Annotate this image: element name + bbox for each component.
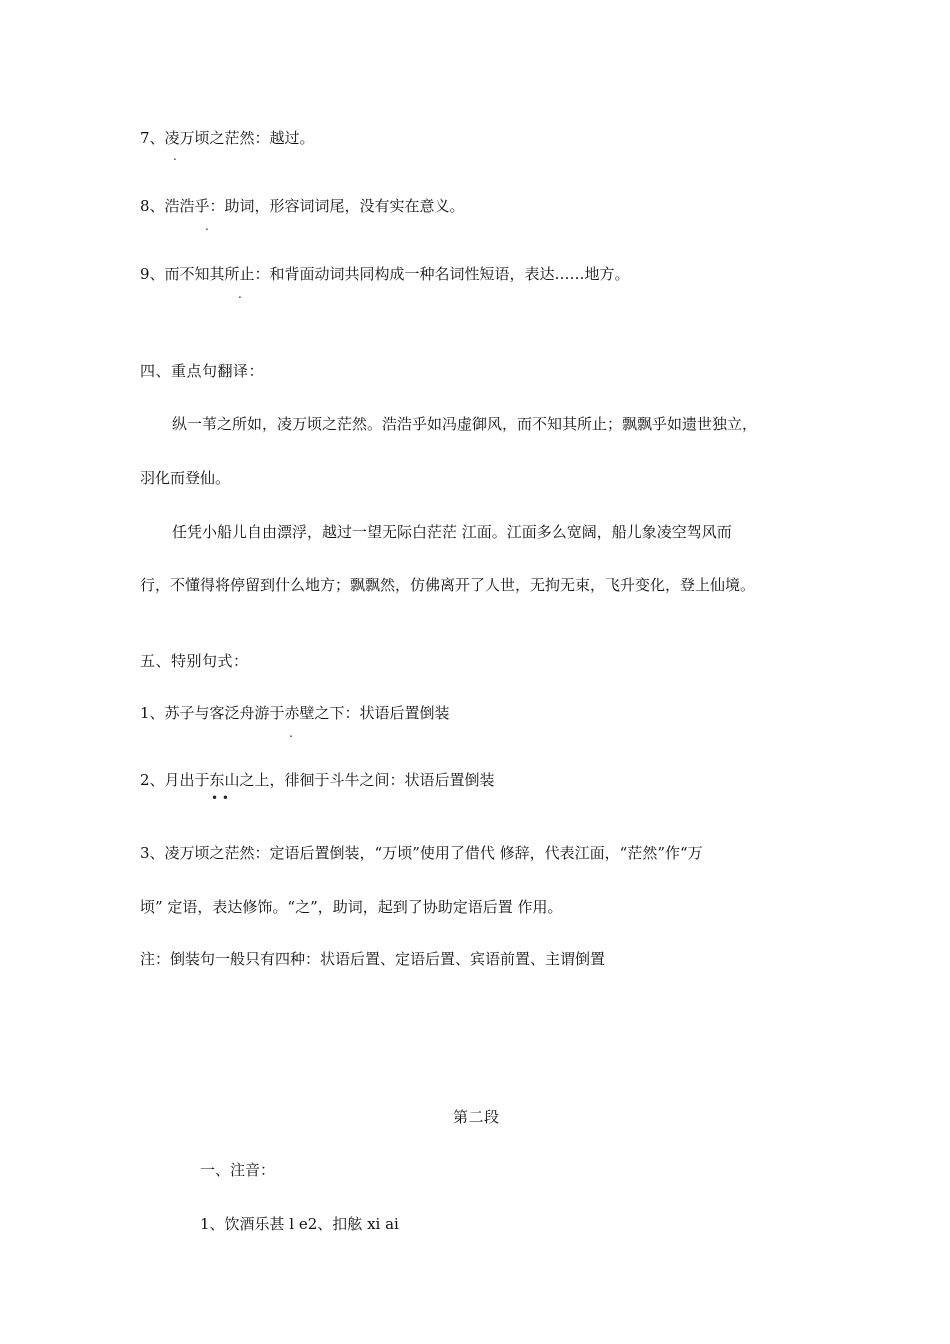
note-9: 9、而不知其所止：和背面动词共同构成一种名词性短语，表达……地方。	[140, 265, 630, 283]
pattern-item-2: 2、月出于东山之上，徘徊于斗牛之间：状语后置倒装	[140, 771, 495, 789]
emphasis-dots: • •	[211, 791, 229, 805]
part-title: 第二段	[453, 1108, 500, 1126]
section-heading-translation: 四、重点句翻译：	[140, 362, 265, 380]
note-8: 8、浩浩乎：助词，形容词词尾，没有实在意义。	[140, 197, 465, 215]
translation-line: 任凭小船儿自由漂浮，越过一望无际白茫茫 江面。江面多么宽阔，船儿象凌空驾风而	[172, 523, 732, 541]
pattern-item-1: 1、苏子与客泛舟游于赤壁之下：状语后置倒装	[140, 704, 450, 722]
original-text-line: 羽化而登仙。	[140, 469, 231, 487]
pronunciation-heading: 一、注音：	[200, 1161, 276, 1179]
pattern-item-3-line1: 3、凌万顷之茫然：定语后置倒装，“万顷”使用了借代 修辞，代表江面，“茫然”作“万	[140, 844, 703, 862]
emphasis-dot: .	[173, 149, 177, 163]
original-text-line: 纵一苇之所如，凌万顷之茫然。浩浩乎如冯虚御风，而不知其所止；飘飘乎如遗世独立，	[172, 415, 758, 433]
emphasis-dot: .	[289, 726, 293, 740]
emphasis-dot: .	[205, 219, 209, 233]
emphasis-dot: .	[238, 287, 242, 301]
pattern-item-3-line2: 顷” 定语，表达修饰。“之”，助词，起到了协助定语后置 作用。	[140, 898, 563, 916]
pronunciation-item: 1、饮酒乐甚 l e2、扣舷 xi ai	[200, 1215, 399, 1233]
translation-line: 行，不懂得将停留到什么地方；飘飘然，仿佛离开了人世，无拘无束，飞升变化，登上仙境。	[140, 576, 756, 594]
section-heading-sentence-patterns: 五、特别句式：	[140, 652, 249, 670]
note-7: 7、凌万顷之茫然：越过。	[140, 129, 315, 147]
inversion-note: 注：倒装句一般只有四种：状语后置、定语后置、宾语前置、主谓倒置	[140, 950, 606, 968]
